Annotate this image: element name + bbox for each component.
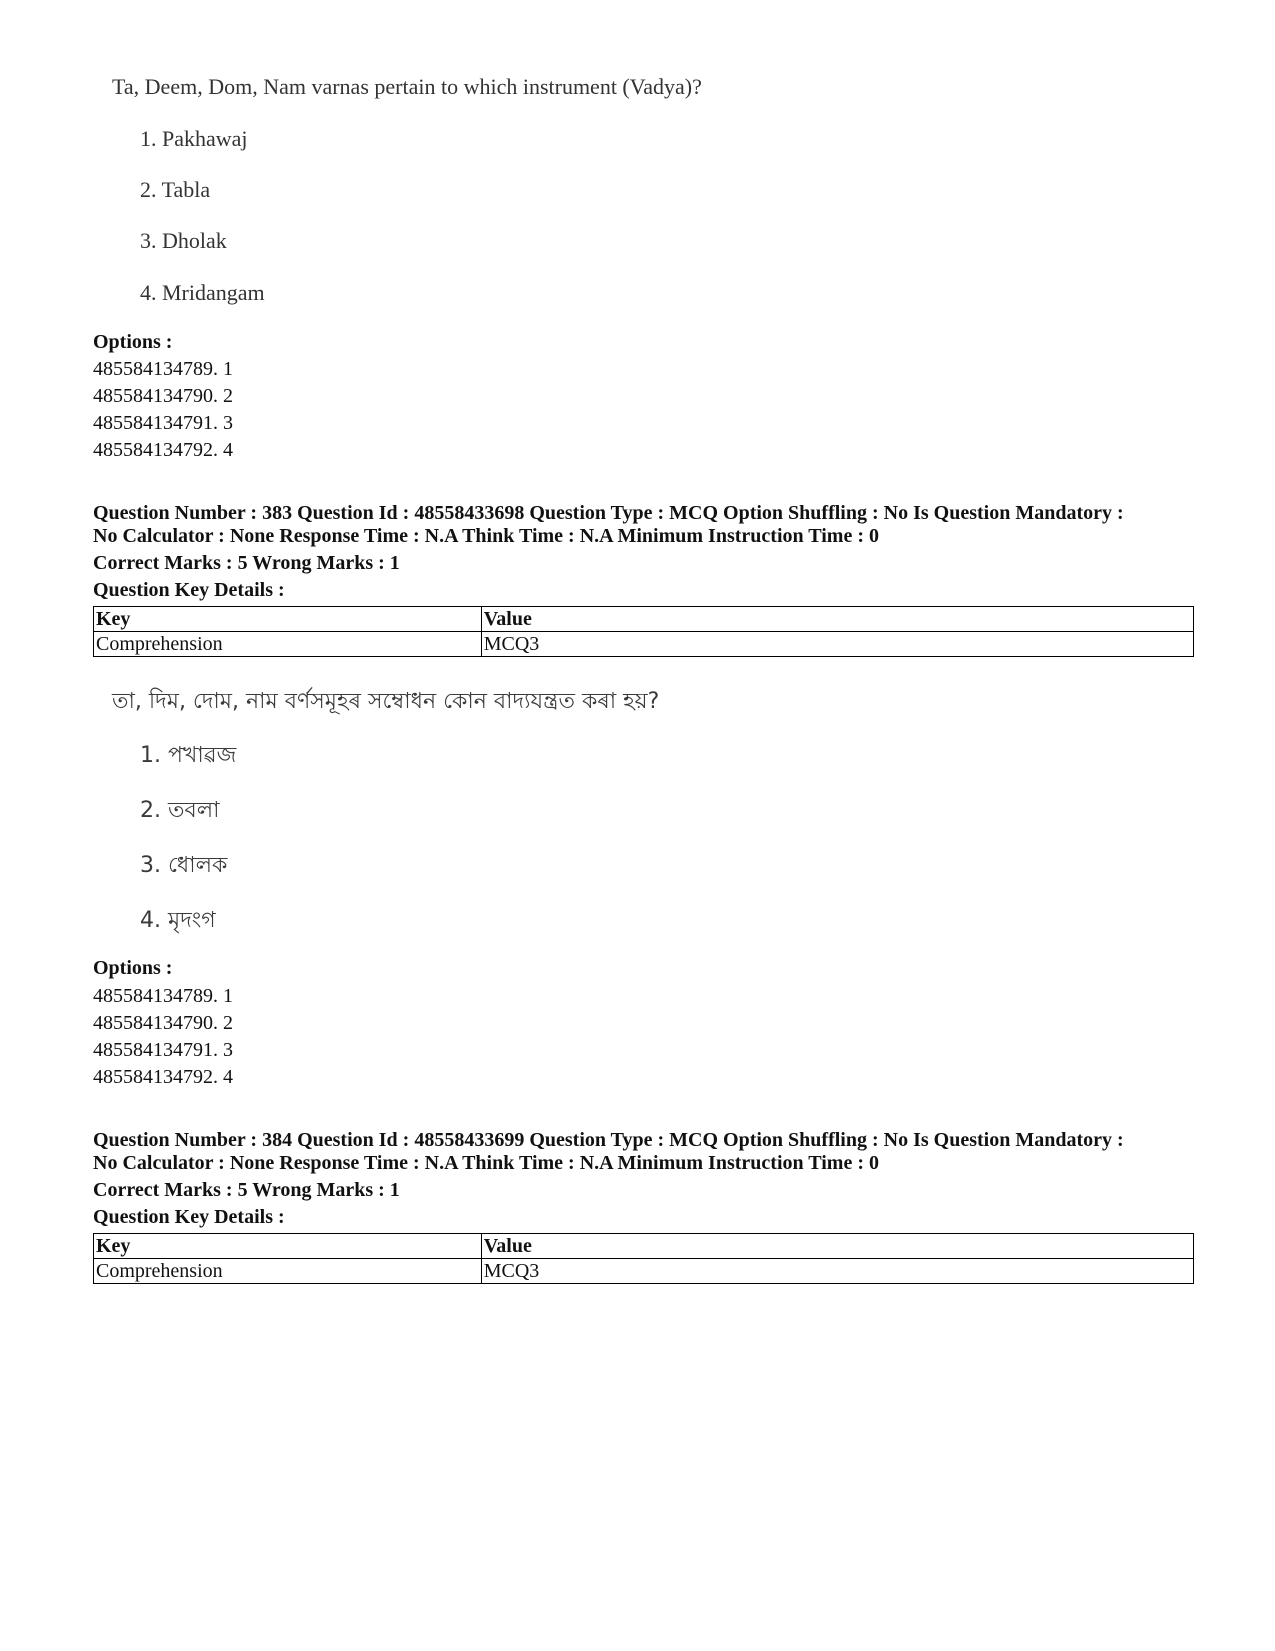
option-id-3: 485584134791. 3 [93, 1039, 233, 1061]
question-image-english [100, 70, 800, 310]
question-meta-line-2: No Calculator : None Response Time : N.A Think Time : N.A Minimum Instruction Time : 0 [93, 525, 879, 547]
key-details-table [93, 606, 1194, 657]
table-header-row [94, 1234, 1194, 1259]
choice-1: 1. পখাৱজ [140, 743, 237, 768]
options-label: Options : [93, 957, 173, 979]
table-header-value: Value [481, 607, 1193, 632]
choice-2: 2. Tabla [140, 177, 211, 202]
table-cell-value: MCQ3 [481, 632, 1193, 657]
table-cell-value: MCQ3 [481, 1259, 1193, 1284]
choice-4: 4. মৃদংগ [140, 908, 216, 933]
choice-1: 1. Pakhawaj [140, 126, 248, 151]
options-label: Options : [93, 331, 173, 353]
table-header-value: Value [481, 1234, 1193, 1259]
question-image-assamese [100, 680, 800, 940]
option-id-3: 485584134791. 3 [93, 412, 233, 434]
option-id-2: 485584134790. 2 [93, 1012, 233, 1034]
option-id-4: 485584134792. 4 [93, 439, 233, 461]
key-details-table [93, 1233, 1194, 1284]
marks-line: Correct Marks : 5 Wrong Marks : 1 [93, 1179, 400, 1201]
question-meta-line-1: Question Number : 383 Question Id : 48558433698 Question Type : MCQ Option Shuffling : No Is Question Mandatory : [93, 502, 1124, 524]
table-header-key: Key [94, 607, 482, 632]
choice-4: 4. Mridangam [140, 280, 265, 305]
question-meta-line-1: Question Number : 384 Question Id : 48558433699 Question Type : MCQ Option Shuffling : No Is Question Mandatory : [93, 1129, 1124, 1151]
table-cell-key: Comprehension [94, 632, 482, 657]
table-row [94, 1259, 1194, 1284]
table-header-key: Key [94, 1234, 482, 1259]
key-details-label: Question Key Details : [93, 1206, 285, 1228]
table-header-row [94, 607, 1194, 632]
option-id-1: 485584134789. 1 [93, 358, 233, 380]
choice-2: 2. তবলা [140, 798, 220, 823]
question-stem: Ta, Deem, Dom, Nam varnas pertain to which instrument (Vadya)? [112, 74, 702, 99]
table-cell-key: Comprehension [94, 1259, 482, 1284]
option-id-1: 485584134789. 1 [93, 985, 233, 1007]
key-details-label: Question Key Details : [93, 579, 285, 601]
choice-3: 3. Dholak [140, 228, 227, 253]
marks-line: Correct Marks : 5 Wrong Marks : 1 [93, 552, 400, 574]
question-stem: তা, দিম, দোম, নাম বৰ্ণসমূহৰ সম্বোধন কোন বাদ্যযন্ত্ৰত কৰা হয়? [112, 689, 660, 714]
table-row [94, 632, 1194, 657]
option-id-2: 485584134790. 2 [93, 385, 233, 407]
question-meta-line-2: No Calculator : None Response Time : N.A Think Time : N.A Minimum Instruction Time : 0 [93, 1152, 879, 1174]
option-id-4: 485584134792. 4 [93, 1066, 233, 1088]
choice-3: 3. ধোলক [140, 853, 228, 878]
